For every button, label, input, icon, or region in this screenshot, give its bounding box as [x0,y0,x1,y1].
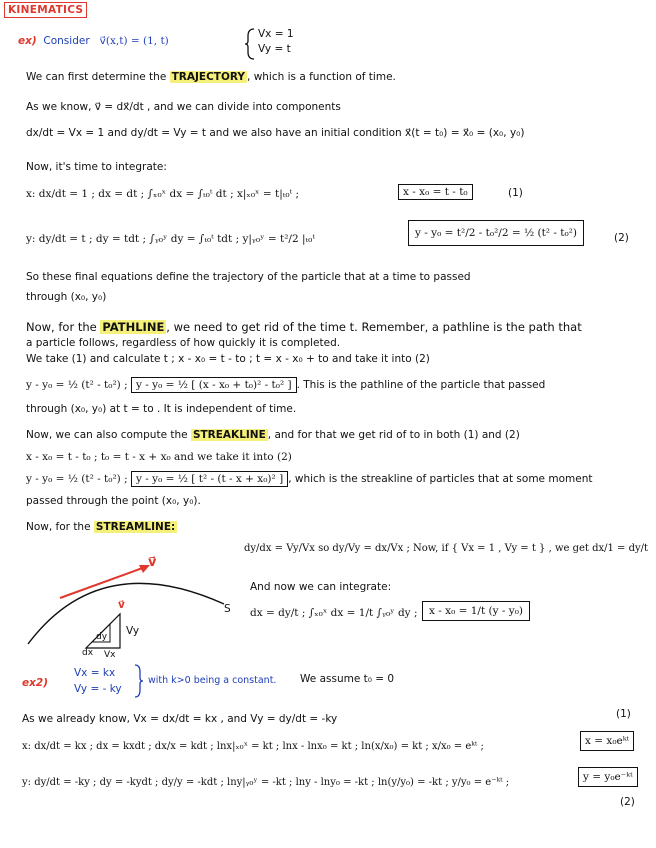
vy-component: Vy = t [258,43,291,55]
streamline-result: x - x₀ = 1/t (y - y₀) [422,601,530,621]
streamline-diagram [20,548,240,660]
trajectory-highlight: TRAJECTORY [171,71,246,83]
pathline-intro-a: Now, for the [26,320,97,334]
x-integration: x: dx/dt = 1 ; dx = dt ; ∫ₓ₀ˣ dx = ∫ₜ₀ᵗ dt ; x|ₓ₀ˣ = t|ₜ₀ᵗ ; [26,188,299,200]
ex2-equation-number-1: (1) [616,708,631,720]
trajectory-conclusion-1: So these final equations define the trajectory of the particle that at a time to passed [26,271,471,283]
pathline-line-2: a particle follows, regardless of how quickly it is completed. [26,337,341,349]
streamline-equation-2: And now we can integrate: [250,581,392,593]
streakline-equation [26,472,592,486]
x-result-box [398,185,473,199]
trajectory-intro [26,70,396,84]
ex2-x-result: x = x₀eᵏᵗ [580,731,634,751]
ex2-y-integration: y: dy/dt = -ky ; dy = -kydt ; dy/y = -kdt ; lny|ᵧ₀ʸ = -kt ; lny - lny₀ = -kt ; ln(y/y₀) = -kt ; y/y₀ = e⁻ᵏᵗ ; [22,777,510,788]
trajectory-intro-a: We can first determine the [26,71,167,83]
streamline-intro-a: Now, for the [26,521,91,533]
streakline-step: y - y₀ = ½ (t² - t₀²) ; [26,473,128,485]
streakline-intro-a: Now, we can also compute the [26,429,188,441]
ex2-x-result-box [580,734,634,748]
trajectory-line-3: dx/dt = Vx = 1 and dy/dt = Vy = t and we also have an initial condition x⃗(t = t₀) = x⃗₀ = (x₀, y₀) [26,127,525,139]
ex2-x-integration: x: dx/dt = kx ; dx = kxdt ; dx/x = kdt ; lnx|ₓ₀ˣ = kt ; lnx - lnx₀ = kt ; ln(x/x₀) = kt ; x/x₀ = eᵏᵗ ; [22,741,484,752]
ex2-y-result-box [578,770,638,784]
trajectory-conclusion-2: through (x₀, y₀) [26,291,107,303]
trajectory-line-4: Now, it's time to integrate: [26,161,167,173]
page-title: KINEMATICS [4,2,87,18]
streakline-result: y - y₀ = ½ [ t² - (t - x + x₀)² ] [131,471,288,487]
streakline-line-4: passed through the point (x₀, y₀). [26,495,201,507]
ex2-condition: with k>0 being a constant. [148,675,277,686]
streamline-result-box [422,604,530,618]
s-label: S [224,603,231,615]
trajectory-intro-b: , which is a function of time. [247,71,396,83]
example-label: ex) [18,35,37,47]
consider-text: Consider [43,35,90,47]
ex2-line-1: As we already know, Vx = dx/dt = kx , and Vy = dy/dt = -ky [22,713,338,725]
pathline-intro-b: , we need to get rid of the time t. Remember, a pathline is the path that [166,320,582,334]
brace-icon [244,28,256,60]
dx-label: dx [82,648,94,658]
equation-number-1: (1) [508,187,523,199]
velocity-field: v⃗(x,t) = (1, t) [99,35,169,47]
velocity-vector-label: v⃗ [118,599,125,611]
example-1-header [18,34,169,48]
ex2-y-result: y = y₀e⁻ᵏᵗ [578,767,638,787]
streakline-line-2: x - x₀ = t - t₀ ; t₀ = t - x + x₀ and we take it into (2) [26,451,292,463]
ex2-equation-number-2: (2) [620,796,635,808]
pathline-line-3: We take (1) and calculate t ; x - x₀ = t - to ; t = x - x₀ + to and take it into (2) [26,353,430,365]
streakline-highlight: STREAKLINE [192,429,266,441]
pathline-intro [26,320,582,334]
pathline-line-5: through (x₀, y₀) at t = to . It is independent of time. [26,403,297,415]
streakline-description: , which is the streakline of particles that at some moment [288,473,593,485]
dy-label: dy [96,632,108,642]
x-result: x - x₀ = t - t₀ [398,184,473,200]
example-2-label: ex2) [22,677,48,689]
velocity-label: v⃗ [148,555,157,570]
ex2-vx: Vx = kx [74,667,116,679]
y-result: y - y₀ = t²/2 - t₀²/2 = ½ (t² - t₀²) [408,220,584,246]
brace-icon [134,664,144,698]
streamline-equation-3: dx = dy/t ; ∫ₓ₀ˣ dx = 1/t ∫ᵧ₀ʸ dy ; [250,607,418,619]
equation-number-2: (2) [614,232,629,244]
y-integration: y: dy/dt = t ; dy = tdt ; ∫ᵧ₀ʸ dy = ∫ₜ₀ᵗ tdt ; y|ᵧ₀ʸ = t²/2 |ₜ₀ᵗ [26,233,315,245]
ex2-vy: Vy = - ky [74,683,122,695]
vx-label: Vx [104,650,116,660]
streamline-equation-1: dy/dx = Vy/Vx so dy/Vy = dx/Vx ; Now, if { Vx = 1 , Vy = t } , we get dx/1 = dy/t [244,543,649,554]
pathline-description: . This is the pathline of the particle that passed [296,379,546,391]
streakline-intro [26,428,520,442]
pathline-step: y - y₀ = ½ (t² - t₀²) ; [26,379,128,391]
trajectory-line-2: As we know, v⃗ = dx⃗/dt , and we can divide into components [26,101,341,113]
vy-label: Vy [126,625,140,637]
pathline-equation [26,378,545,392]
vx-component: Vx = 1 [258,28,294,40]
pathline-highlight: PATHLINE [102,320,165,334]
ex2-assumption: We assume t₀ = 0 [300,673,395,685]
y-result-box [408,226,584,240]
streamline-intro [26,520,177,534]
velocity-vector [60,566,148,598]
streakline-intro-b: , and for that we get rid of to in both (1) and (2) [267,429,520,441]
streamline-highlight: STREAMLINE: [95,521,176,533]
pathline-result: y - y₀ = ½ [ (x - x₀ + t₀)² - t₀² ] [131,377,297,393]
